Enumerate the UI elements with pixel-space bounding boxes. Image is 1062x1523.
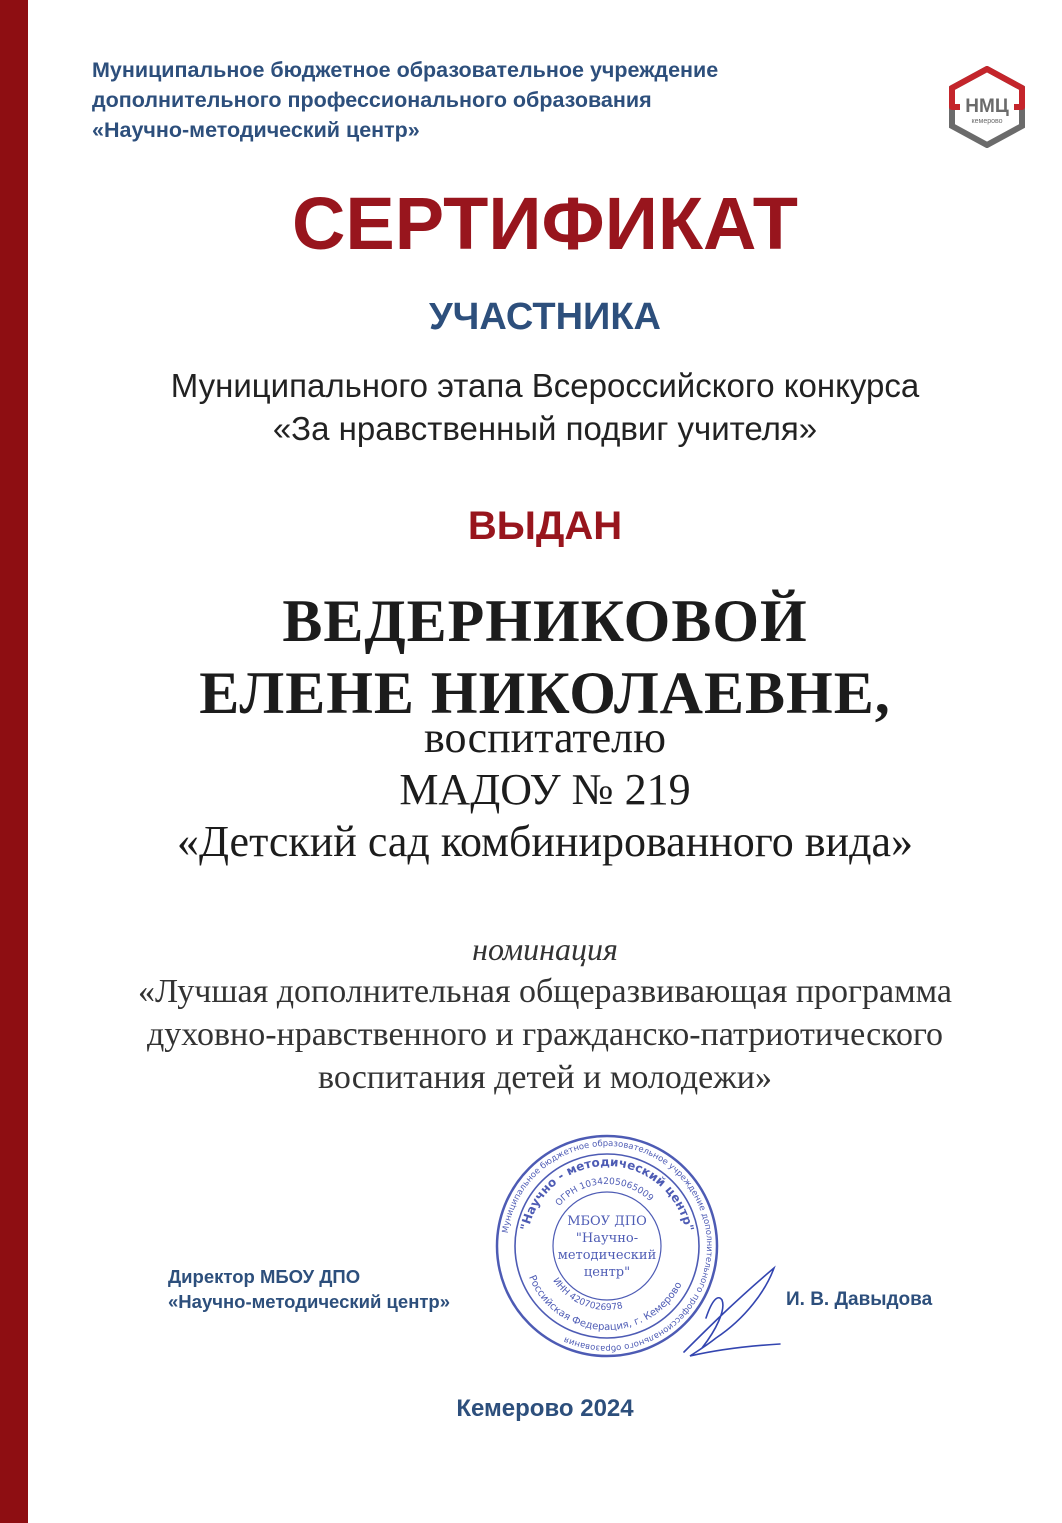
stamp-ring-text: "Научно - методический центр" xyxy=(517,1154,697,1233)
nomination-line-2: духовно-нравственного и гражданско-патриотического xyxy=(146,1016,944,1053)
recipient-name-line-1: ВЕДЕРНИКОВОЙ xyxy=(282,588,808,654)
nomination-label: номинация xyxy=(472,931,618,967)
org-line-3: «Научно-методический центр» xyxy=(92,118,420,142)
contest-line-1: Муниципального этапа Всероссийского конкурса xyxy=(170,367,920,404)
stamp-outer-text: Муниципальное бюджетное образовательное учреждение дополнительного профессионального образования xyxy=(500,1138,715,1354)
logo-abbr: НМЦ xyxy=(965,96,1009,117)
certificate-title: СЕРТИФИКАТ xyxy=(291,182,799,265)
institution-full: «Детский сад комбинированного вида» xyxy=(176,817,913,866)
handwritten-signature-icon xyxy=(676,1260,786,1372)
stamp-center-line-2: "Научно- xyxy=(575,1231,639,1246)
stamp-ogrn: ОГРН 1034205065009 xyxy=(554,1176,655,1209)
contest-name xyxy=(28,364,1062,450)
recipient-name-line-2: ЕЛЕНЕ НИКОЛАЕВНЕ, xyxy=(199,660,891,726)
stamp-inn: ИНН 4207026978 xyxy=(550,1276,624,1314)
organization-header xyxy=(92,55,718,145)
nomination-text xyxy=(28,970,1062,1099)
director-title-line-1: Директор МБОУ ДПО xyxy=(168,1266,361,1287)
stamp-center-line-3: методический xyxy=(557,1248,657,1263)
stamp-center-line-4: центр" xyxy=(583,1265,631,1280)
director-title-line-2: «Научно-методический центр» xyxy=(168,1291,451,1312)
org-line-1: Муниципальное бюджетное образовательное учреждение xyxy=(92,58,719,82)
signer-name: И. В. Давыдова xyxy=(786,1289,933,1310)
director-title xyxy=(168,1264,450,1314)
issued-label: ВЫДАН xyxy=(467,504,623,548)
nomination-line-3: воспитания детей и молодежи» xyxy=(318,1059,772,1096)
left-accent-bar xyxy=(0,0,28,1523)
city-year: Кемерово 2024 xyxy=(456,1395,634,1422)
hexagon-logo-icon xyxy=(946,66,1028,148)
stamp-bottom-text: Российская Федерация, г. Кемерово xyxy=(526,1273,685,1334)
institution-short: МАДОУ № 219 xyxy=(399,765,691,814)
position-text: воспитателю xyxy=(424,713,666,762)
contest-line-2: «За нравственный подвиг учителя» xyxy=(272,410,818,447)
recipient-position xyxy=(28,712,1062,868)
org-line-2: дополнительного профессионального образования xyxy=(92,88,652,112)
nomination-line-1: «Лучшая дополнительная общеразвивающая программа xyxy=(138,973,952,1010)
logo-city: кемерово xyxy=(971,118,1003,125)
certificate-subtitle: УЧАСТНИКА xyxy=(429,296,661,338)
stamp-center-line-1: МБОУ ДПО xyxy=(567,1214,647,1229)
recipient-name xyxy=(28,585,1062,729)
